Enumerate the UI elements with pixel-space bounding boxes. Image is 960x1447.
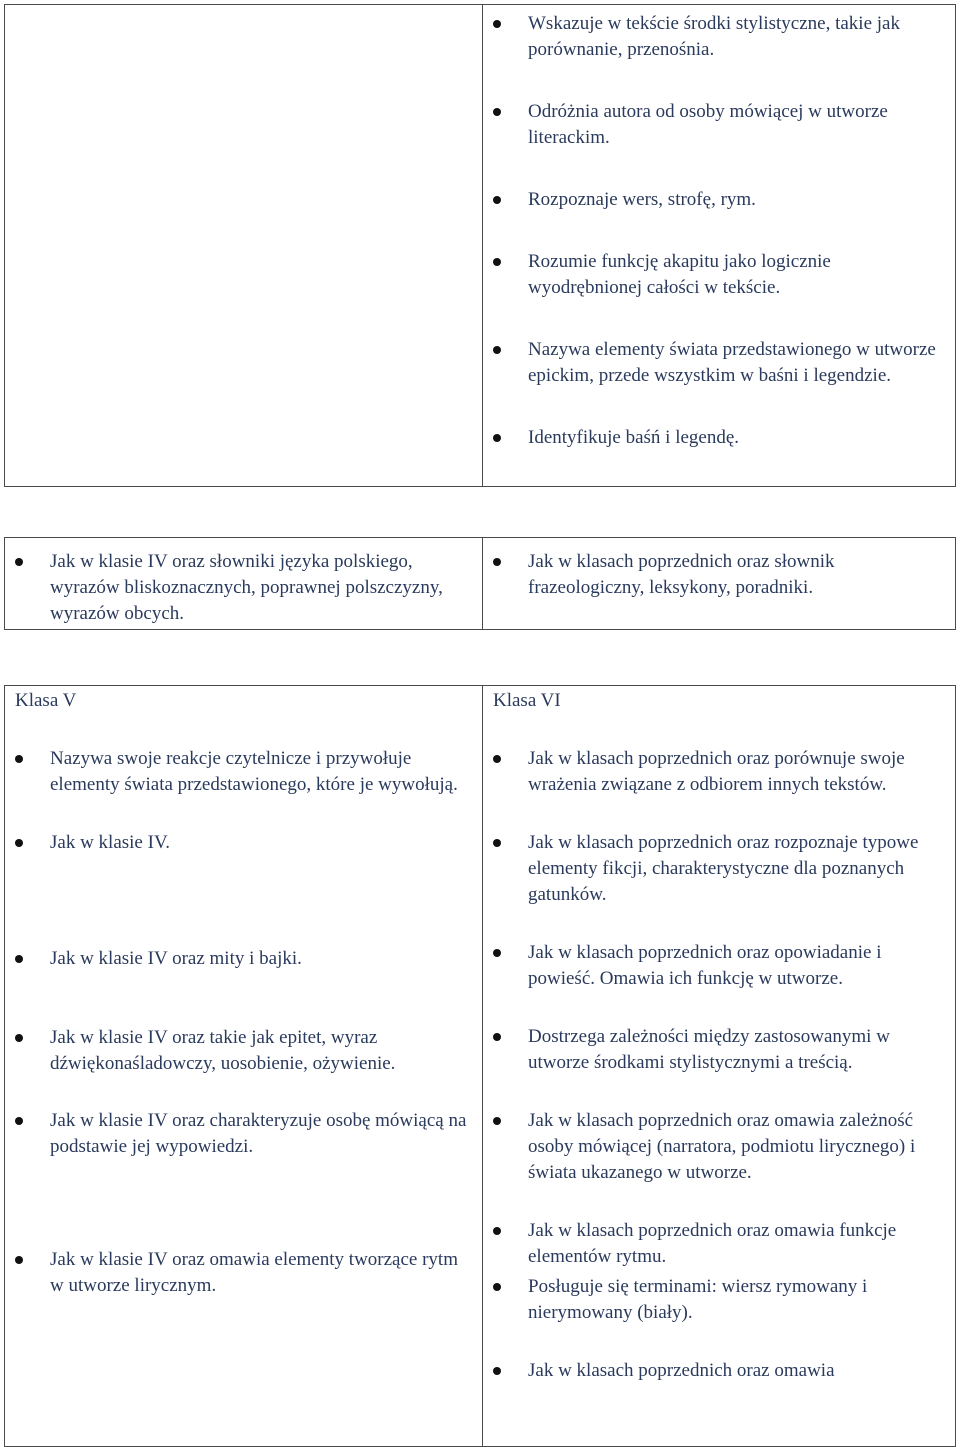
bullet-list: [483, 746, 955, 1384]
table-cell-left: [5, 538, 483, 630]
requirements-table-1: [4, 4, 956, 487]
table-cell-left: [5, 686, 483, 1447]
list-item: Jak w klasach poprzednich oraz omawia zależność osoby mówiącej (narratora, podmiotu lirycznego) i świata ukazanego w utworze.: [483, 1108, 955, 1186]
bullet-list: [483, 549, 955, 601]
list-item: Jak w klasach poprzednich oraz rozpoznaje typowe elementy fikcji, charakterystyczne dla poznanych gatunków.: [483, 830, 955, 908]
list-item: Posługuje się terminami: wiersz rymowany i nierymowany (biały).: [483, 1274, 955, 1326]
list-item: Jak w klasach poprzednich oraz opowiadanie i powieść. Omawia ich funkcję w utworze.: [483, 940, 955, 992]
list-item: Jak w klasach poprzednich oraz porównuje swoje wrażenia związane z odbiorem innych tekstów.: [483, 746, 955, 798]
list-item: Nazywa swoje reakcje czytelnicze i przywołuje elementy świata przedstawionego, które je wywołują.: [5, 746, 482, 798]
table-row: [5, 5, 956, 487]
column-header-klasa-v: Klasa V: [15, 690, 77, 711]
list-item: Nazywa elementy świata przedstawionego w utworze epickim, przede wszystkim w baśni i legendzie.: [483, 337, 955, 389]
list-item: Wskazuje w tekście środki stylistyczne, takie jak porównanie, przenośnia.: [483, 11, 955, 63]
list-item: Jak w klasie IV oraz mity i bajki.: [5, 946, 482, 972]
table-row: [5, 538, 956, 630]
list-item: Identyfikuje baśń i legendę.: [483, 425, 955, 451]
list-item: Jak w klasach poprzednich oraz omawia funkcje elementów rytmu.: [483, 1218, 955, 1270]
table-cell-right: [483, 538, 956, 630]
table-cell-right: [483, 5, 956, 487]
column-header-klasa-vi: Klasa VI: [493, 690, 561, 711]
list-item: Jak w klasie IV.: [5, 830, 482, 856]
list-item: Jak w klasach poprzednich oraz słownik frazeologiczny, leksykony, poradniki.: [483, 549, 955, 601]
table-cell-left-empty: [5, 5, 483, 487]
bullet-list: [5, 549, 482, 627]
bullet-list: [5, 746, 482, 1299]
list-item: Jak w klasie IV oraz omawia elementy tworzące rytm w utworze lirycznym.: [5, 1247, 482, 1299]
requirements-table-3: [4, 685, 956, 1447]
list-item: Jak w klasie IV oraz charakteryzuje osobę mówiącą na podstawie jej wypowiedzi.: [5, 1108, 482, 1160]
list-item: Jak w klasie IV oraz słowniki języka polskiego, wyrazów bliskoznacznych, poprawnej polszczyzny, wyrazów obcych.: [5, 549, 482, 627]
bullet-list: [483, 11, 955, 451]
list-item: Rozumie funkcję akapitu jako logicznie wyodrębnionej całości w tekście.: [483, 249, 955, 301]
list-item: Odróżnia autora od osoby mówiącej w utworze literackim.: [483, 99, 955, 151]
table-row: [5, 686, 956, 1447]
list-item: Rozpoznaje wers, strofę, rym.: [483, 187, 955, 213]
list-item: Dostrzega zależności między zastosowanymi w utworze środkami stylistycznymi a treścią.: [483, 1024, 955, 1076]
table-cell-right: [483, 686, 956, 1447]
list-item: Jak w klasie IV oraz takie jak epitet, wyraz dźwiękonaśladowczy, uosobienie, ożywienie.: [5, 1025, 482, 1077]
list-item: Jak w klasach poprzednich oraz omawia: [483, 1358, 955, 1384]
requirements-table-2: [4, 537, 956, 630]
